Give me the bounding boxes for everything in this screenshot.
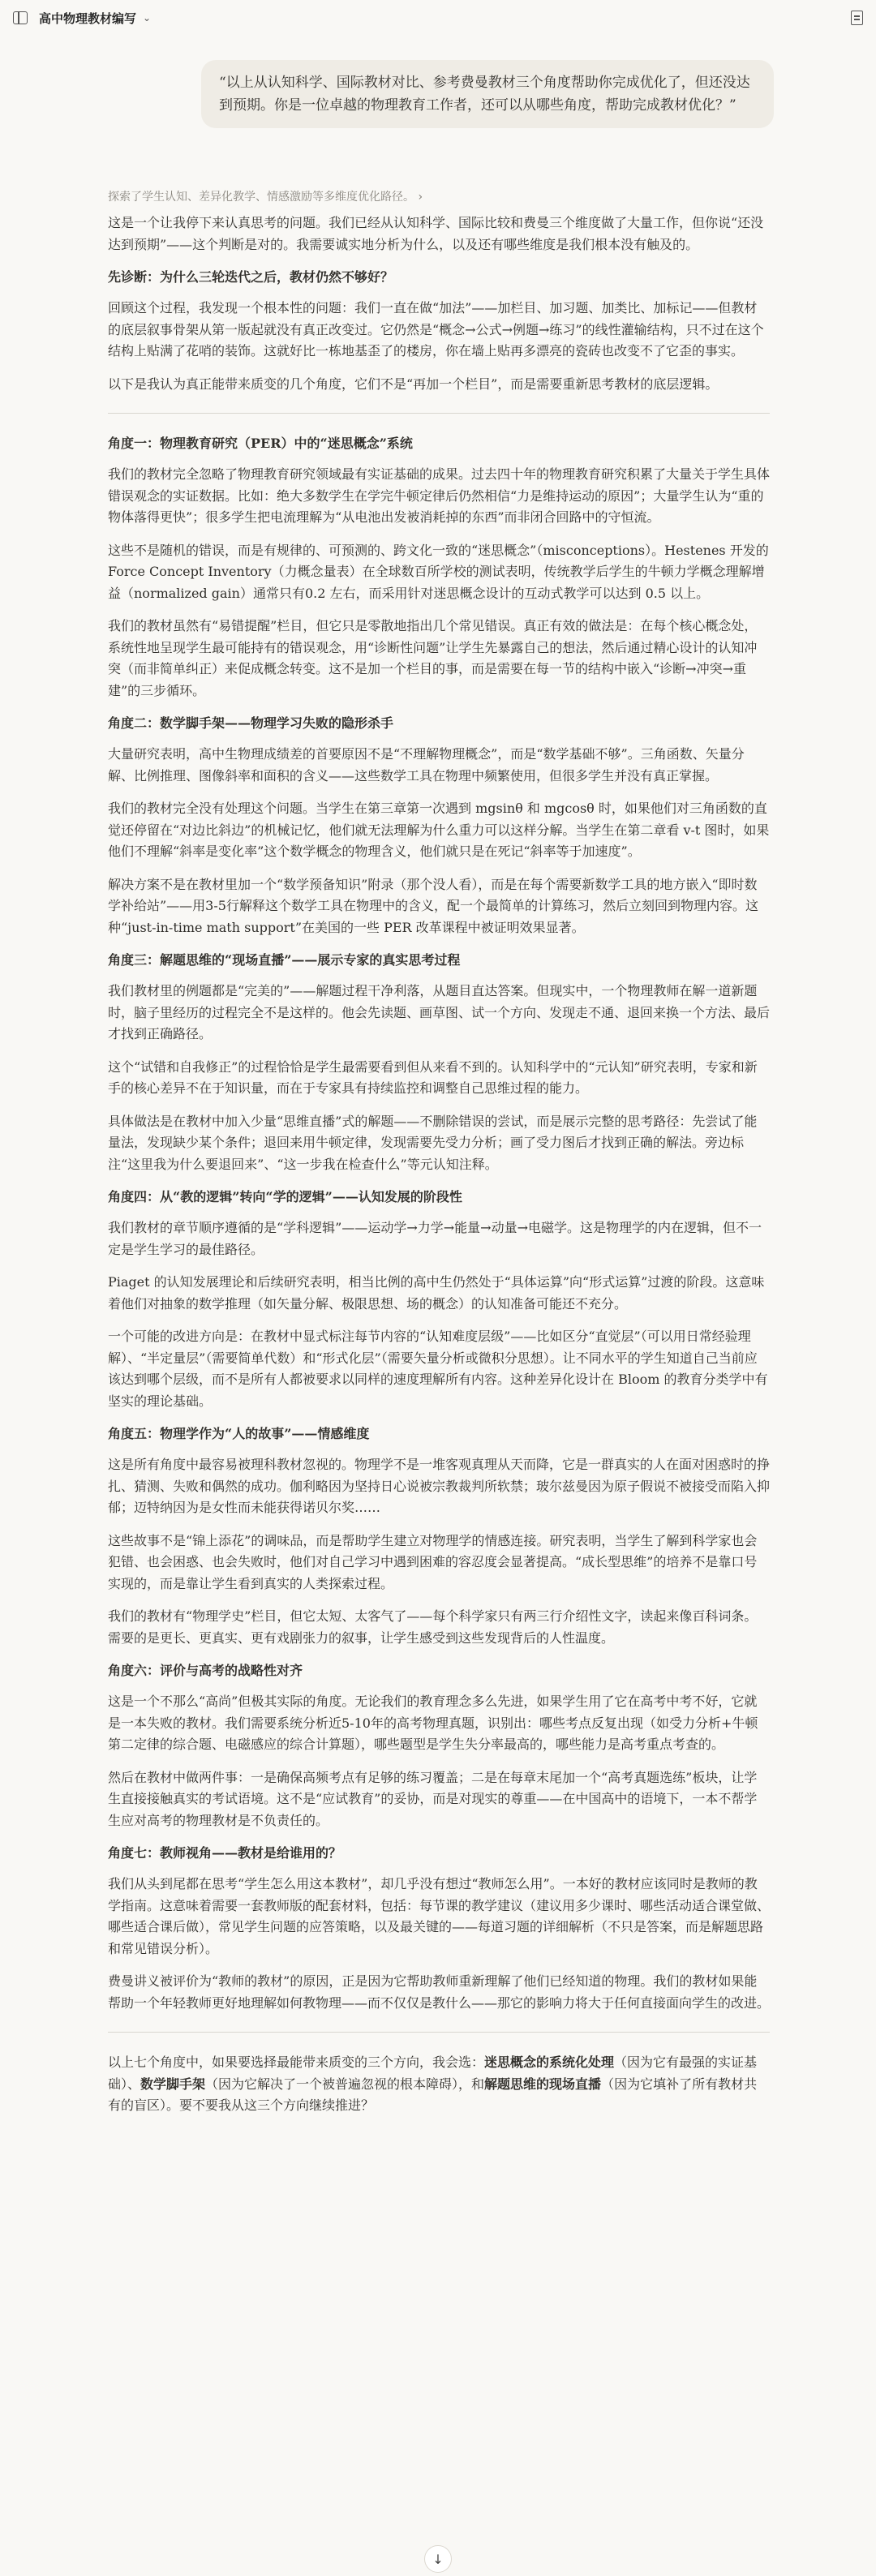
angle-heading: 角度二：数学脚手架——物理学习失败的隐形杀手 (108, 715, 394, 731)
document-icon[interactable] (851, 11, 863, 25)
highlight-2: 数学脚手架 (140, 2076, 206, 2092)
divider (108, 413, 770, 414)
sidebar-toggle-icon[interactable] (13, 11, 28, 24)
angle-paragraph: 这是所有角度中最容易被理科教材忽视的。物理学不是一堆客观真理从天而降，它是一群真实的人在面对困惑时的挣扎、猜测、失败和偶然的成功。伽利略因为坚持日心说被宗教裁判所软禁；玻尔兹曼因为原子假说不被接受而陷入抑郁；迈特纳因为是女性而未能获得诺贝尔奖…… (108, 1457, 771, 1515)
divider (108, 2032, 770, 2033)
top-bar (0, 0, 876, 36)
conclusion-paragraph: 以上七个角度中，如果要选择最能带来质变的三个方向，我会选：迷思概念的系统化处理（因为它有最强的实证基础）、数学脚手架（因为它解决了一个被普遍忽视的根本障碍），和解题思维的现场直播（因为它填补了所有教材共有的盲区）。要不要我从这三个方向继续推进？ (108, 2054, 758, 2113)
highlight-3: 解题思维的现场直播 (484, 2076, 602, 2092)
angle-heading: 角度三：解题思维的“现场直播”——展示专家的真实思考过程 (108, 952, 461, 968)
angle-paragraph: 我们教材里的例题都是“完美的”——解题过程干净利落，从题目直达答案。但现实中，一个物理教师在解一道新题时，脑子里经历的过程完全不是这样的。他会先读题、画草图、试一个方向、发现走不通、退回来换一个方法、最后才找到正确路径。 (108, 983, 771, 1041)
angle-paragraph: 然后在教材中做两件事：一是确保高频考点有足够的练习覆盖；二是在每章末尾加一个“高考真题选练”板块，让学生直接接触真实的考试语境。这不是“应试教育”的妥协，而是对现实的尊重——在中国高中的语境下，一本不帮学生应对高考的物理教材是不负责任的。 (108, 1769, 758, 1828)
angle-paragraph: 我们从头到尾都在思考“学生怎么用这本教材”，却几乎没有想过“教师怎么用”。一本好的教材应该同时是教师的教学指南。这意味着需要一套教师版的配套材料，包括：每节课的教学建议（建议用多少课时、哪些活动适合课堂做、哪些适合课后做），常见学生问题的应答策略，以及最关键的——每道习题的详细解析（不只是答案，而是解题思路和常见错误分析）。 (108, 1876, 771, 1956)
angle-paragraph: 这是一个不那么“高尚”但极其实际的角度。无论我们的教育理念多么先进，如果学生用了它在高考中考不好，它就是一本失败的教材。我们需要系统分析近5-10年的高考物理真题，识别出：哪些考点反复出现（如受力分析+牛顿第二定律的综合题、电磁感应的综合计算题），哪些题型是学生失分率最高的，哪些能力是高考重点考查的。 (108, 1694, 758, 1752)
angle-paragraph: 我们的教材虽然有“易错提醒”栏目，但它只是零散地指出几个常见错误。真正有效的做法是：在每个核心概念处，系统性地呈现学生最可能持有的错误观念，用“诊断性问题”让学生先暴露自己的想法，然后通过精心设计的认知冲突（而非简单纠正）来促成概念转变。这不是加一个栏目的事，而是需要在每一节的结构中嵌入“诊断→冲突→重建”的三步循环。 (108, 618, 758, 698)
angles-list (108, 433, 770, 2014)
angle-paragraph: 我们的教材有“物理学史”栏目，但它太短、太客气了——每个科学家只有两三行介绍性文字，读起来像百科词条。需要的是更长、更真实、更有戏剧张力的叙事，让学生感受到这些发现背后的人性温度。 (108, 1608, 758, 1646)
scroll-down-button[interactable] (424, 2545, 452, 2573)
highlight-1: 迷思概念的系统化处理 (484, 2054, 615, 2070)
angle-heading: 角度七：教师视角——教材是给谁用的？ (108, 1845, 342, 1861)
angle-paragraph: 我们的教材完全忽略了物理教育研究领域最有实证基础的成果。过去四十年的物理教育研究积累了大量关于学生具体错误观念的实证数据。比如：绝大多数学生在学完牛顿定律后仍然相信“力是维持运动的原因”；大量学生认为“重的物体落得更快”；很多学生把电流理解为“从电池出发被消耗掉的东西”而非闭合回路中的守恒流。 (108, 466, 771, 525)
angle-paragraph: 大量研究表明，高中生物理成绩差的首要原因不是“不理解物理概念”，而是“数学基础不够”。三角函数、矢量分解、比例推理、图像斜率和面积的含义——这些数学工具在物理中频繁使用，但很多学生并没有真正掌握。 (108, 746, 745, 784)
chevron-right-icon: › (418, 191, 423, 204)
intro-paragraph: 这是一个让我停下来认真思考的问题。我们已经从认知科学、国际比较和费曼三个维度做了大量工作，但你说“还没达到预期”——这个判断是对的。我需要诚实地分析为什么，以及还有哪些维度是我们根本没有触及的。 (108, 215, 764, 252)
angle-paragraph: 解决方案不是在教材里加一个“数学预备知识”附录（那个没人看），而是在每个需要新数学工具的地方嵌入“即时数学补给站”——用3-5行解释这个数学工具在物理中的含义，配一个最简单的计算练习，然后立刻回到物理内容。这种“just-in-time math support”在美国的一些 PER 改革课程中被证明效果显著。 (108, 876, 758, 935)
thinking-summary[interactable] (108, 188, 423, 204)
assistant-response (108, 213, 770, 2128)
angle-paragraph: 这个“试错和自我修正”的过程恰恰是学生最需要看到但从来看不到的。认知科学中的“元认知”研究表明，专家和新手的核心差异不在于知识量，而在于专家具有持续监控和调整自己思维过程的能力。 (108, 1058, 758, 1096)
transition-paragraph: 以下是我认为真正能带来质变的几个角度，它们不是“再加一个栏目”，而是需要重新思考教材的底层逻辑。 (108, 376, 719, 392)
angle-paragraph: 一个可能的改进方向是：在教材中显式标注每节内容的“认知难度层级”——比如区分“直觉层”（可以用日常经验理解）、“半定量层”（需要简单代数）和“形式化层”（需要矢量分析或微积分思想）。让不同水平的学生知道自己当前应该达到哪个层级，而不是所有人都被要求以同样的速度理解所有内容。这种差异化设计在 Bloom 的教育分类学中有坚实的理论基础。 (108, 1329, 768, 1409)
angle-paragraph: 这些不是随机的错误，而是有规律的、可预测的、跨文化一致的“迷思概念”（misconceptions）。Hestenes 开发的 Force Concept Inventory（力概念量表）在全球数百所学校的测试表明，传统教学后学生的牛顿力学概念理解增益（normalized gain）通常只有0.2 左右，而采用针对迷思概念设计的互动式教学可以达到 0.5 以上。 (108, 542, 769, 601)
angle-paragraph: 我们的教材完全没有处理这个问题。当学生在第三章第一次遇到 mgsinθ 和 mgcosθ 时，如果他们对三角函数的直觉还停留在“对边比斜边”的机械记忆，他们就无法理解为什么重力可以这样分解。当学生在第二章看 v-t 图时，如果他们不理解“斜率是变化率”这个数学概念的物理含义，他们就只是在死记“斜率等于加速度”。 (108, 801, 770, 859)
diagnosis-paragraph: 回顾这个过程，我发现一个根本性的问题：我们一直在做“加法”——加栏目、加习题、加类比、加标记——但教材的底层叙事骨架从第一版起就没有真正改变过。它仍然是“概念→公式→例题→练习”的线性灌输结构，只不过在这个结构上贴满了花哨的装饰。这就好比一栋地基歪了的楼房，你在墙上贴再多漂亮的瓷砖也改变不了它歪的事实。 (108, 300, 764, 358)
chevron-down-icon[interactable]: ⌄ (143, 12, 152, 24)
angle-paragraph: 具体做法是在教材中加入少量“思维直播”式的解题——不删除错误的尝试，而是展示完整的思考路径：先尝试了能量法，发现缺少某个条件；退回来用牛顿定律，发现需要先受力分析；画了受力图后才找到正确的解法。旁边标注“这里我为什么要退回来”、“这一步我在检查什么”等元认知注释。 (108, 1113, 758, 1172)
thinking-summary-text: 探索了学生认知、差异化教学、情感激励等多维度优化路径。 (108, 191, 414, 204)
angle-heading: 角度四：从“教的逻辑”转向“学的逻辑”——认知发展的阶段性 (108, 1189, 462, 1204)
arrow-down-icon: ↓ (432, 2551, 444, 2567)
angle-heading: 角度一：物理教育研究（PER）中的“迷思概念”系统 (108, 436, 413, 451)
angle-paragraph: 费曼讲义被评价为“教师的教材”的原因，正是因为它帮助教师重新理解了他们已经知道的物理。我们的教材如果能帮助一个年轻教师更好地理解如何教物理——而不仅仅是教什么——那它的影响力将大于任何直接面向学生的改进。 (108, 1973, 771, 2011)
angle-heading: 角度六：评价与高考的战略性对齐 (108, 1663, 303, 1678)
chat-title[interactable]: 高中物理教材编写 (39, 11, 137, 26)
angle-paragraph: 我们教材的章节顺序遵循的是“学科逻辑”——运动学→力学→能量→动量→电磁学。这是物理学的内在逻辑，但不一定是学生学习的最佳路径。 (108, 1220, 762, 1257)
user-message: “以上从认知科学、国际教材对比、参考费曼教材三个角度帮助你完成优化了，但还没达到预期。你是一位卓越的物理教育工作者，还可以从哪些角度，帮助完成教材优化？” (201, 60, 774, 128)
angle-paragraph: 这些故事不是“锦上添花”的调味品，而是帮助学生建立对物理学的情感连接。研究表明，当学生了解到科学家也会犯错、也会困惑、也会失败时，他们对自己学习中遇到困难的容忍度会显著提高。“成长型思维”的培养不是靠口号实现的，而是靠让学生看到真实的人类探索过程。 (108, 1532, 758, 1591)
diagnosis-heading: 先诊断：为什么三轮迭代之后，教材仍然不够好？ (108, 269, 394, 285)
angle-paragraph: Piaget 的认知发展理论和后续研究表明，相当比例的高中生仍然处于“具体运算”向“形式运算”过渡的阶段。这意味着他们对抽象的数学推理（如矢量分解、极限思想、场的概念）的认知准备可能还不充分。 (108, 1274, 765, 1312)
angle-heading: 角度五：物理学作为“人的故事”——情感维度 (108, 1426, 370, 1441)
